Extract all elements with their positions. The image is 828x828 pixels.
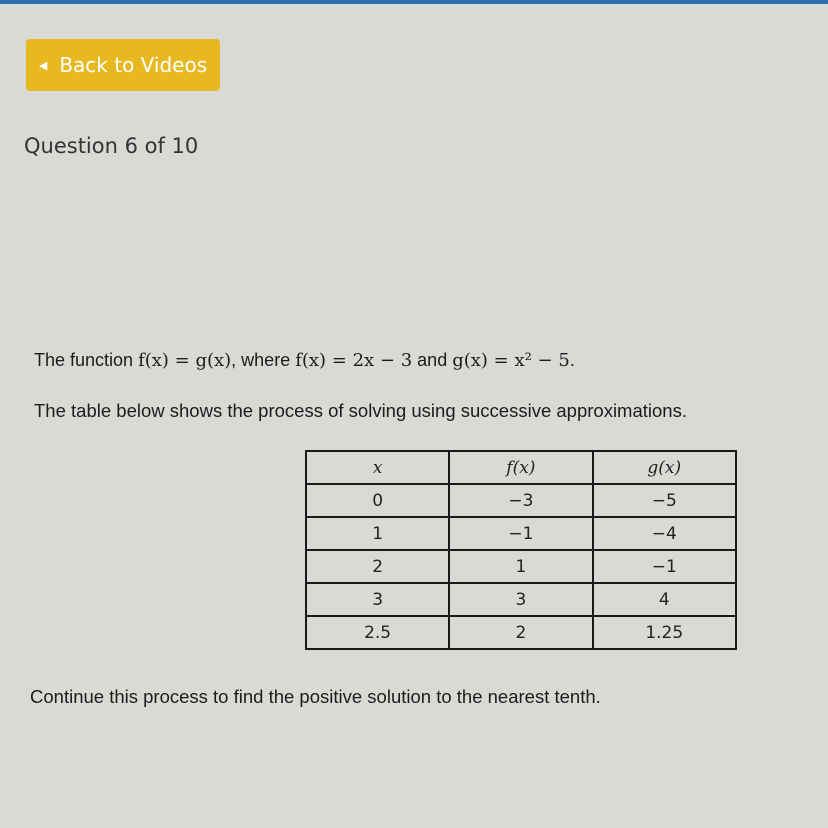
question-counter: Question 6 of 10 (24, 134, 199, 158)
table-row (306, 484, 736, 517)
problem-and-text: and (412, 350, 453, 370)
top-bar (0, 0, 828, 4)
cell-gx: −4 (593, 517, 737, 550)
cell-fx: 3 (449, 583, 592, 616)
cell-x: 2 (306, 550, 449, 583)
approximation-table (305, 450, 737, 650)
cell-gx: 1.25 (593, 616, 737, 649)
instruction-text: Continue this process to find the positive solution to the nearest tenth. (30, 686, 601, 707)
cell-x: 2.5 (306, 616, 449, 649)
header-fx: f(x) (449, 451, 592, 484)
chevron-left-icon: ◀ (38, 58, 48, 72)
table-row (306, 517, 736, 550)
g-definition: g(x) = x² − 5 (452, 350, 570, 371)
table-row (306, 616, 736, 649)
cell-fx: 1 (449, 550, 592, 583)
problem-statement (34, 350, 814, 371)
cell-x: 3 (306, 583, 449, 616)
header-x: x (306, 451, 449, 484)
equation-main: f(x) = g(x) (138, 350, 232, 371)
cell-fx: 2 (449, 616, 592, 649)
back-to-videos-button[interactable] (26, 39, 220, 91)
cell-x: 1 (306, 517, 449, 550)
header-gx: g(x) (593, 451, 737, 484)
problem-end-text: . (569, 350, 575, 370)
back-to-videos-label: Back to Videos (59, 53, 208, 77)
cell-fx: −3 (449, 484, 592, 517)
problem-intro-text: The function (34, 350, 139, 370)
table-row (306, 550, 736, 583)
cell-gx: −5 (593, 484, 737, 517)
cell-fx: −1 (449, 517, 592, 550)
problem-description: The table below shows the process of solving using successive approximations. (34, 400, 687, 421)
cell-gx: 4 (593, 583, 737, 616)
table-header-row (306, 451, 736, 484)
table-row (306, 583, 736, 616)
cell-gx: −1 (593, 550, 737, 583)
cell-x: 0 (306, 484, 449, 517)
f-definition: f(x) = 2x − 3 (295, 350, 413, 371)
problem-where-text: , where (231, 350, 296, 370)
